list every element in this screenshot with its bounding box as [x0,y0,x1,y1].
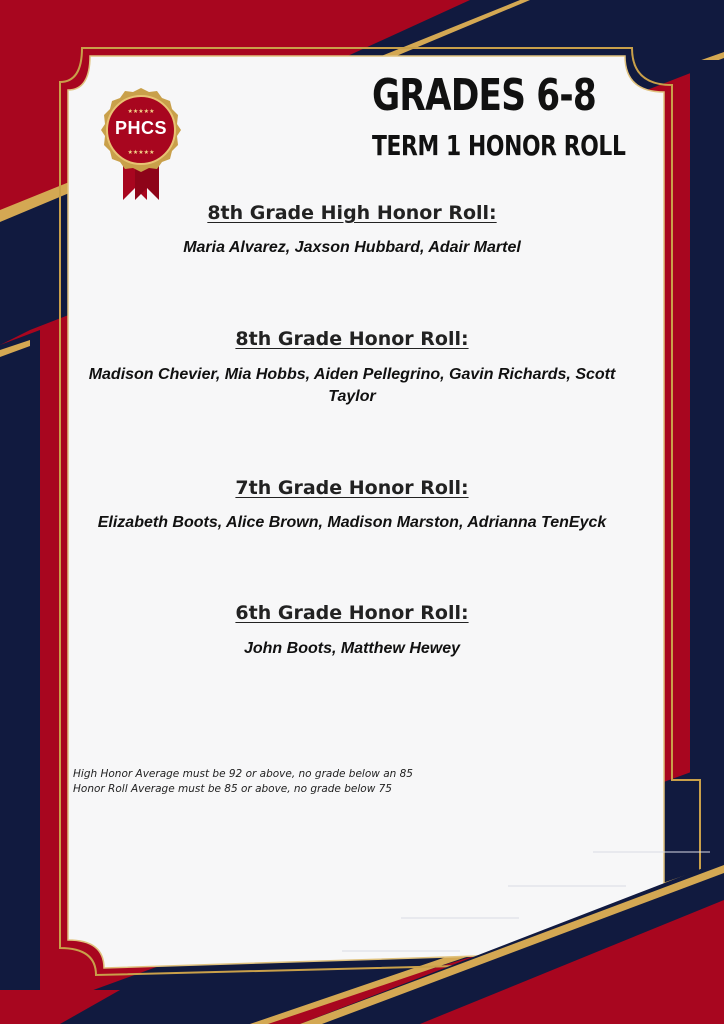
section-names-6th-honor: John Boots, Matthew Hewey [243,640,461,657]
honor-roll-criteria: Honor Roll Average must be 85 or above, no grade below 75 [73,783,392,795]
seal-badge-icon [96,86,186,204]
badge-label: PHCS [114,118,167,138]
section-heading-8th-honor: 8th Grade Honor Roll: [235,328,469,350]
section-names-8th-high-honor: Maria Alvarez, Jaxson Hubbard, Adair Martel [183,239,521,256]
section-heading-8th-high-honor: 8th Grade High Honor Roll: [207,202,497,224]
svg-text:★★★★★: ★★★★★ [127,149,155,156]
section-heading-7th-honor: 7th Grade Honor Roll: [235,477,469,499]
criteria-notes [73,767,413,797]
section-heading-6th-honor: 6th Grade Honor Roll: [235,602,469,624]
section-names-8th-honor: Madison Chevier, Mia Hobbs, Aiden Pellegrino, Gavin Richards, Scott Taylor [88,366,616,405]
page-subtitle: TERM 1 HONOR ROLL [372,129,626,162]
high-honor-criteria: High Honor Average must be 92 or above, no grade below an 85 [73,768,413,780]
page-title: GRADES 6-8 [372,70,596,121]
section-names-7th-honor: Elizabeth Boots, Alice Brown, Madison Marston, Adrianna TenEyck [97,514,607,531]
svg-text:★★★★★: ★★★★★ [127,108,155,115]
